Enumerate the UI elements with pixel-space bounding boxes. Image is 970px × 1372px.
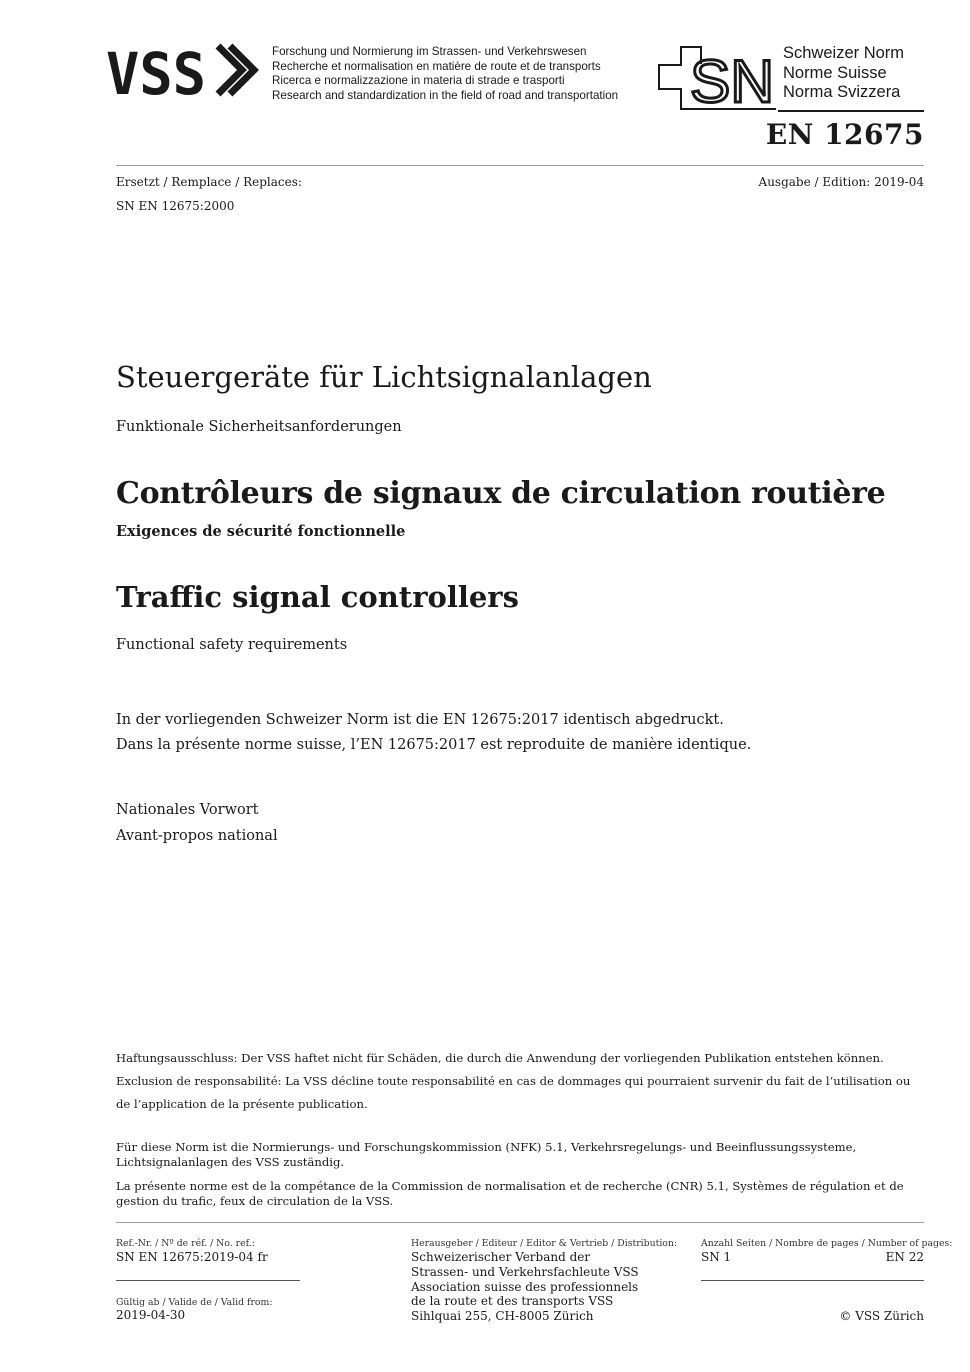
pages-sn: SN 1	[701, 1250, 732, 1264]
sn-name-fr: Norme Suisse	[783, 63, 887, 82]
tagline-en: Research and standardization in the field of road and transportation	[272, 88, 619, 102]
sn-name-de: Schweizer Norm	[783, 44, 905, 62]
vss-logo	[106, 40, 264, 100]
tagline-de: Forschung und Normierung im Strassen- und Verkehrswesen	[272, 45, 587, 58]
subtitle-de: Funktionale Sicherheitsanforderungen	[116, 419, 402, 435]
publisher-line: Strassen- und Verkehrsfachleute VSS	[411, 1264, 639, 1279]
ref-divider	[116, 1280, 300, 1281]
disclaimer-fr-line2: de l’application de la présente publication.	[116, 1097, 368, 1111]
subtitle-fr: Exigences de sécurité fonctionnelle	[116, 523, 406, 540]
footer-rule	[116, 1222, 924, 1223]
publisher-line: Association suisse des professionnels	[411, 1279, 639, 1294]
title-de: Steuergeräte für Lichtsignalanlagen	[116, 360, 652, 394]
foreword-de: Nationales Vorwort	[116, 802, 259, 818]
disclaimer-de: Haftungsausschluss: Der VSS haftet nicht für Schäden, die durch die Anwendung der vorliegenden Publikation entstehen können.	[116, 1051, 884, 1065]
tagline-fr: Recherche et normalisation en matière de route et de transports	[272, 59, 601, 73]
valid-label: Gültig ab / Valide de / Valid from:	[116, 1297, 273, 1308]
replaces-value: SN EN 12675:2000	[116, 199, 235, 213]
copyright: © VSS Zürich	[839, 1309, 924, 1323]
edition: Ausgabe / Edition: 2019-04	[758, 175, 924, 189]
subtitle-en: Functional safety requirements	[116, 637, 348, 653]
vss-logo-text: VSS	[106, 40, 206, 100]
publisher-address	[411, 1250, 639, 1324]
identical-note-fr: Dans la présente norme suisse, l’EN 12675:2017 est reproduite de manière identique.	[116, 737, 752, 753]
committee-fr: La présente norme est de la compétance de la Commission de normalisation et de recherche (CNR) 5.1, Systèmes de régulation et de gestion du trafic, feux de circulation de la VSS.	[116, 1179, 904, 1208]
title-en: Traffic signal controllers	[116, 580, 519, 614]
pages-divider	[701, 1280, 924, 1281]
sn-name-it: Norma Svizzera	[783, 83, 901, 101]
pages-label: Anzahl Seiten / Nombre de pages / Number of pages:	[701, 1238, 953, 1249]
vss-tagline	[272, 45, 618, 103]
ref-label: Ref.-Nr. / Nº de réf. / No. ref.:	[116, 1238, 255, 1249]
identical-note-de: In der vorliegenden Schweizer Norm ist die EN 12675:2017 identisch abgedruckt.	[116, 712, 724, 728]
tagline-it: Ricerca e normalizzazione in materia di strade e trasporti	[272, 74, 565, 88]
pages-en: EN 22	[885, 1250, 924, 1264]
committee-de: Für diese Norm ist die Normierungs- und Forschungskommission (NFK) 5.1, Verkehrsregelungs- und Beeinflussungssysteme, Lichtsignalanlagen des VSS zuständig.	[116, 1140, 857, 1169]
valid-value: 2019-04-30	[116, 1308, 186, 1322]
publisher-line: Schweizerischer Verband der	[411, 1250, 591, 1264]
header-rule	[116, 165, 924, 166]
sn-names	[783, 44, 904, 103]
sn-swiss-cross-logo	[656, 44, 778, 112]
sn-logo-text: SN	[690, 48, 774, 112]
publisher-line: Sihlquai 255, CH-8005 Zürich	[411, 1309, 594, 1324]
disclaimer-fr-line1: Exclusion de responsabilité: La VSS décline toute responsabilité en cas de dommages qui pourraient survenir du fait de l’utilisation ou	[116, 1074, 911, 1088]
foreword-fr: Avant-propos national	[116, 828, 278, 844]
ref-value: SN EN 12675:2019-04 fr	[116, 1250, 268, 1264]
publisher-line: de la route et des transports VSS	[411, 1294, 614, 1309]
title-fr: Contrôleurs de signaux de circulation routière	[116, 476, 886, 511]
sn-underline	[778, 110, 924, 112]
publisher-label: Herausgeber / Editeur / Editor & Vertrieb / Distribution:	[411, 1238, 678, 1249]
standard-number: EN 12675	[765, 118, 924, 151]
replaces-label: Ersetzt / Remplace / Replaces:	[116, 175, 302, 189]
